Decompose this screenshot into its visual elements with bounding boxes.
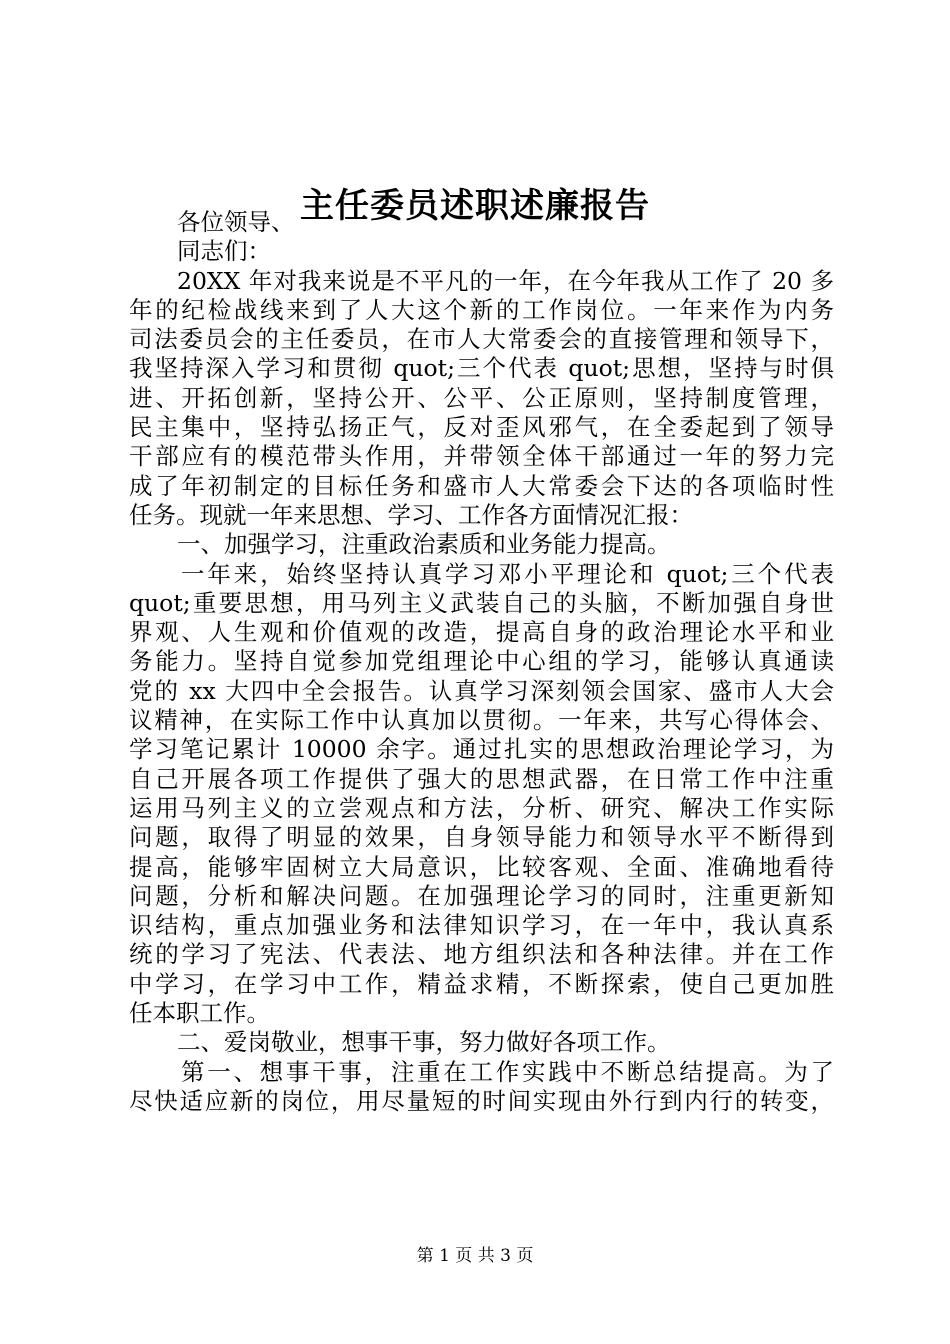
- body-line: 尽快适应新的岗位，用尽量短的时间实现由外行到内行的转变，: [129, 1086, 834, 1115]
- body-line: 党的 xx 大四中全会报告。认真学习深刻领会国家、盛市人大会: [129, 676, 834, 705]
- body-line: 干部应有的模范带头作用，并带领全体干部通过一年的努力完: [129, 442, 834, 471]
- body-line: 一、加强学习，注重政治素质和业务能力提高。: [177, 530, 671, 559]
- body-line: 同志们：: [177, 237, 271, 266]
- page-title: 主任委员述职述廉报告: [300, 186, 650, 226]
- body-line: 问题，取得了明显的效果，自身领导能力和领导水平不断得到: [129, 823, 834, 852]
- body-line: 议精神，在实际工作中认真加以贯彻。一年来，共写心得体会、: [129, 706, 834, 735]
- body-line: 务能力。坚持自觉参加党组理论中心组的学习，能够认真通读: [129, 647, 834, 676]
- body-line: 识结构，重点加强业务和法律知识学习，在一年中，我认真系: [129, 911, 834, 940]
- body-line: 运用马列主义的立尝观点和方法，分析、研究、解决工作实际: [129, 793, 834, 822]
- body-line: 各位领导、: [177, 208, 295, 236]
- body-line: 自己开展各项工作提供了强大的思想武器，在日常工作中注重: [129, 764, 834, 793]
- body-line: 成了年初制定的目标任务和盛市人大常委会下达的各项临时性: [129, 471, 834, 500]
- body-line: 民主集中，坚持弘扬正气，反对歪风邪气，在全委起到了领导: [129, 413, 834, 442]
- body-line: 一年来，始终坚持认真学习邓小平理论和 quot;三个代表: [181, 559, 834, 588]
- body-line: 中学习，在学习中工作，精益求精，不断探索，使自己更加胜: [129, 969, 834, 998]
- body-line: 年的纪检战线来到了人大这个新的工作岗位。一年来作为内务: [129, 295, 834, 324]
- body-line: 任本职工作。: [129, 999, 270, 1028]
- body-line: 进、开拓创新，坚持公开、公平、公正原则，坚持制度管理，: [129, 383, 834, 412]
- body-line: 学习笔记累计 10000 余字。通过扎实的思想政治理论学习，为: [129, 735, 834, 764]
- body-line: 20XX 年对我来说是不平凡的一年，在今年我从工作了 20 多: [177, 266, 834, 295]
- body-line: 提高，能够牢固树立大局意识，比较客观、全面、准确地看待: [129, 852, 834, 881]
- body-line: 问题，分析和解决问题。在加强理论学习的同时，注重更新知: [129, 881, 834, 910]
- body-line: 我坚持深入学习和贯彻 quot;三个代表 quot;思想，坚持与时俱: [129, 354, 834, 383]
- body-line: quot;重要思想，用马列主义武装自己的头脑，不断加强自身世: [129, 588, 834, 617]
- body-line: 二、爱岗敬业，想事干事，努力做好各项工作。: [177, 1028, 671, 1057]
- body-line: 第一、想事干事，注重在工作实践中不断总结提高。为了: [181, 1057, 834, 1086]
- page-footer: 第 1 页 共 3 页: [416, 1246, 534, 1266]
- body-line: 统的学习了宪法、代表法、地方组织法和各种法律。并在工作: [129, 940, 834, 969]
- body-line: 任务。现就一年来思想、学习、工作各方面情况汇报：: [129, 500, 693, 529]
- document-body: [129, 208, 834, 1116]
- body-line: 界观、人生观和价值观的改造，提高自身的政治理论水平和业: [129, 618, 834, 647]
- body-line: 司法委员会的主任委员，在市人大常委会的直接管理和领导下，: [129, 325, 834, 354]
